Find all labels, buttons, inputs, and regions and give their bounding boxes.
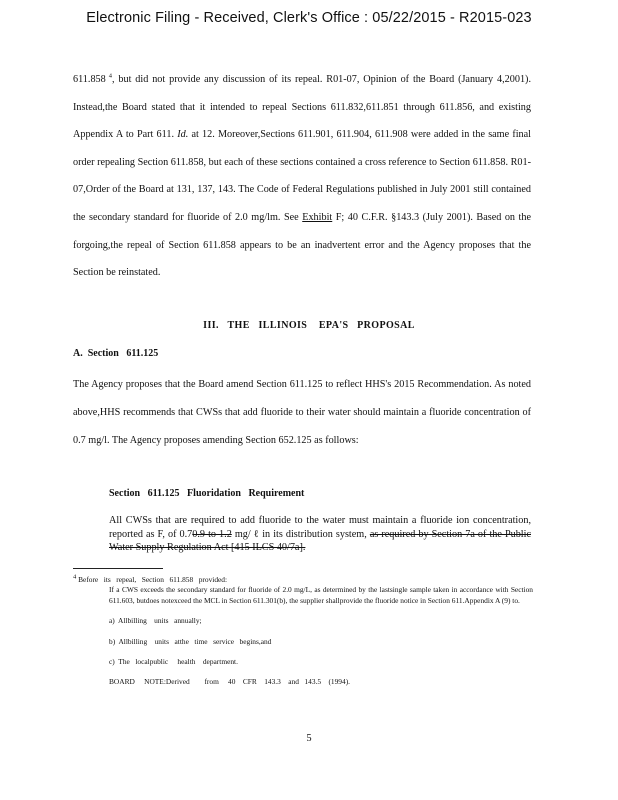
para-start-section: 611.858 (73, 74, 106, 85)
footnote-item-c: c) The localpublic health department. (109, 657, 238, 667)
footnote-marker: 4 (108, 72, 112, 80)
body-paragraph-repeal (73, 66, 531, 287)
proposal-text: The Agency proposes that the Board amend Section 611.125 to reflect HHS's 2015 Recommendation. As noted above,HHS recommends that CWSs that add fluoride to their water should maintain a fluoride concentration of 0.7 mg/l. The Agency proposes amending Section 652.125 as follows: (73, 379, 531, 446)
requirement-text-2: mg/ ℓ in its distribution system, (231, 528, 370, 540)
footnote-rule (73, 568, 163, 569)
requirement-text-1: All CWSs that are required to add fluoride to the water must maintain a fluoride ion concentration, reported as F, of 0.7 (109, 515, 531, 540)
struck-text-range: 0.9 to 1.2 (192, 528, 232, 540)
footnote (73, 575, 533, 688)
section-heading: III. THE ILLINOIS EPA'S PROPOSAL (203, 320, 415, 331)
filing-header: Electronic Filing - Received, Clerk's Office : 05/22/2015 - R2015-023 (86, 10, 532, 26)
page-number: 5 (306, 733, 312, 744)
footnote-intro: Before its repeal, Section 611.858 provided: (78, 575, 228, 584)
body-paragraph-proposal (73, 371, 531, 455)
footnote-number: 4 (73, 573, 77, 581)
struck-text-statute: as required by Section 7a of the Public Water Supply Regulation Act [415 ILCS 40/7a]. (109, 528, 531, 554)
para-text-2: at 12. Moreover,Sections 611.901, 611.904, 611.908 were added in the same final order repealing Section 611.858, but each of these sections contained a cross reference to Section 611.858. R01-07,Order of the Board at 131, 137, 143. The Code of Federal Regulations published in July 2001 still contained the secondary standard for fluoride of 2.0 mg/lm. See (73, 129, 531, 223)
id-citation: Id. (177, 129, 189, 141)
requirement-heading: Section 611.125 Fluoridation Requirement (109, 488, 305, 499)
footnote-board-note: BOARD NOTE:Derived from 40 CFR 143.3 and 143.5 (1994). (109, 677, 351, 687)
requirement-body (109, 514, 531, 555)
footnote-body: If a CWS exceeds the secondary standard for fluoride of 2.0 mg/L, as determined by the lastsingle sample taken in accordance with Section 611.603, butdoes notexceed the MCL in Section 611.301(b), the supplier shallprovide the fluoride notice in Section 611.Appendix A (9) to. (109, 585, 533, 605)
exhibit-reference: Exhibit (302, 211, 333, 223)
para-text-3: F; 40 C.F.R. §143.3 (July 2001). Based on the forgoing,the repeal of Section 611.858 appears to be an inadvertent error and the Agency proposes that the Section be reinstated. (73, 211, 531, 279)
para-text-1: , but did not provide any discussion of its repeal. R01-07, Opinion of the Board (January 4,2001). Instead,the Board stated that it intended to repeal Sections 611.832,611.851 through 611.856, and existing Appendix A to Part 611. (73, 74, 531, 141)
footnote-item-a: a) Allbilling units annually; (109, 616, 202, 626)
footnote-item-b: b) Allbilling units atthe time service begins,and (109, 636, 272, 646)
subsection-heading: A. Section 611.125 (73, 348, 159, 359)
